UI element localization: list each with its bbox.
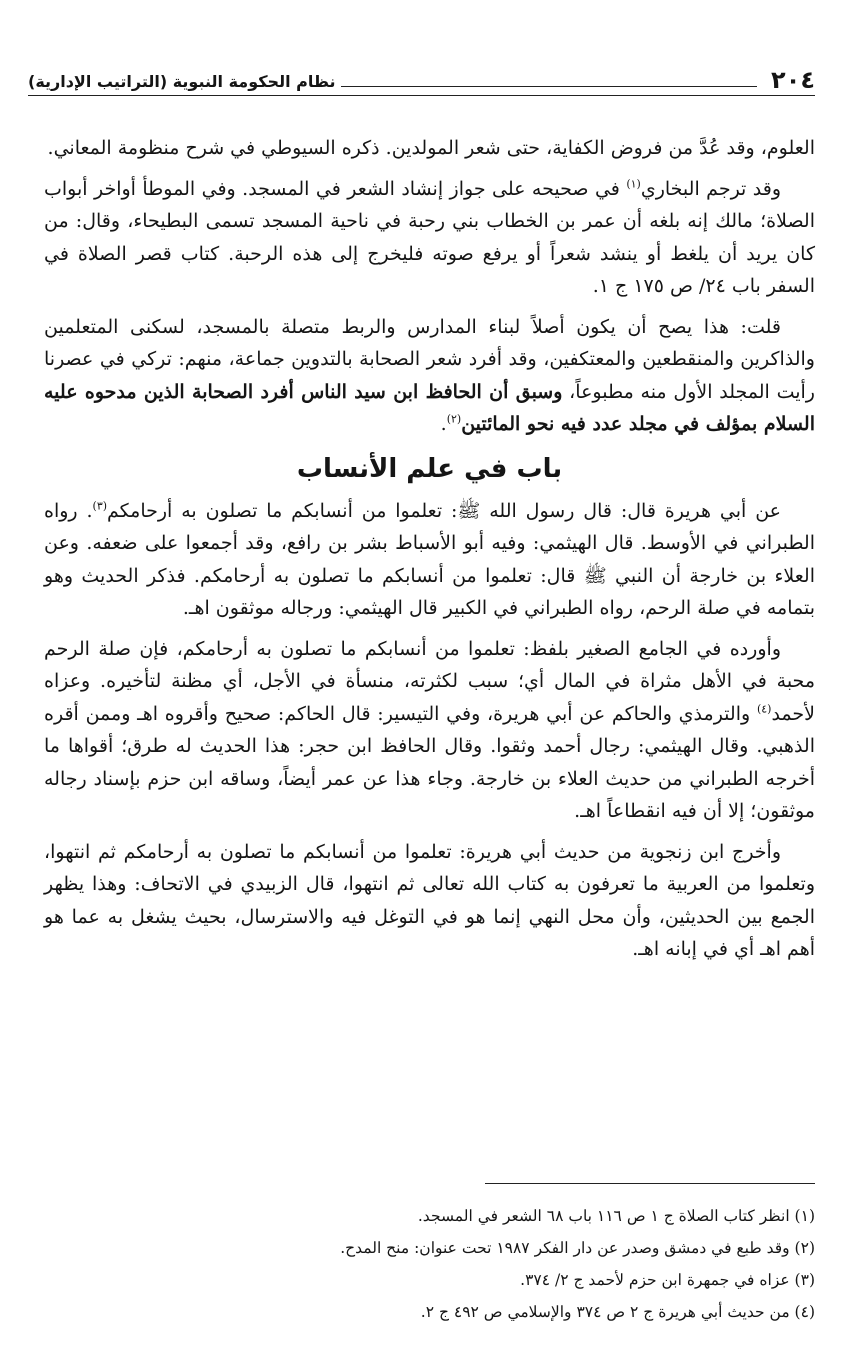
- section-heading: باب في علم الأنساب: [296, 453, 563, 484]
- running-header: [28, 58, 815, 94]
- footnotes: [60, 1200, 815, 1328]
- footnote-separator: [485, 1183, 815, 1184]
- paragraph-6: [44, 836, 815, 966]
- paragraph-5: [44, 633, 815, 828]
- paragraph-5-text-b: والترمذي والحاكم عن أبي هريرة، وفي التيسير: قال الحاكم: صحيح وأقروه اهـ وممن أقره الذهبي. وقال الهيثمي: رجال أحمد وثقوا. وقال الحافظ ابن حجر: هذا الحديث له طرق؛ أقواها ما أخرجه الطبراني من حديث العلاء بن خارجة. وجاء هذا عن عمر أيضاً، وساقه ابن حزم بإسناد رجاله موثقون؛ إلا أن فيه انقطاعاً اهـ.: [44, 702, 815, 822]
- paragraph-1-text: العلوم، وقد عُدَّ من فروض الكفاية، حتى شعر المولدين. ذكره السيوطي في شرح منظومة المعاني.: [47, 137, 815, 159]
- footnote-ref-4[interactable]: (٤): [756, 702, 772, 716]
- paragraph-3-text: قلت: هذا يصح أن يكون أصلاً لبناء المدارس والربط متصلة بالمسجد، لسكنى المتعلمين والذاكرين والمنقطعين والمعتكفين، وقد أفرد شعر الصحابة بالتدوين جماعة، منهم: تركي في عصرنا رأيت المجلد الأول منه مطبوعاً،: [44, 315, 815, 403]
- paragraph-4: [44, 495, 815, 625]
- header-rule: [341, 86, 757, 87]
- paragraph-6-text: وأخرج ابن زنجوية من حديث أبي هريرة: تعلموا من أنسابكم ما تصلون به أرحامكم ثم انتهوا، وتعلموا من العربية ما تعرفون به كتاب الله تعالى ثم انتهوا، قال الزبيدي في الاتحاف: وهذا يظهر الجمع بين الحديثين، وأن محل النهي إنما هو في التوغل فيه والاسترسال، بحيث يشغل به عما هو أهم اهـ أي في إبانه اهـ.: [44, 840, 815, 960]
- header-underline: [28, 95, 815, 96]
- footnote-3: (٣) عزاه في جمهرة ابن حزم لأحمد ج ٢/ ٣٧٤.: [520, 1271, 815, 1289]
- footnote-ref-3[interactable]: (٣): [92, 499, 108, 513]
- footnote-ref-2[interactable]: (٢): [446, 412, 462, 426]
- paragraph-4-text-a: عن أبي هريرة قال: قال رسول الله ﷺ: تعلموا من أنسابكم ما تصلون به أرحامكم: [107, 499, 781, 522]
- running-title: نظام الحكومة النبوية (التراتيب الإدارية): [28, 72, 336, 91]
- page-number: ٢٠٤: [771, 66, 815, 94]
- paragraph-3-bold-text: وسبق أن الحافظ ابن سيد الناس أفرد الصحابة الذين مدحوه عليه السلام بمؤلف في مجلد عدد فيه نحو المائتين: [44, 380, 815, 435]
- paragraph-3-end: .: [440, 413, 447, 435]
- body-text: [44, 132, 815, 974]
- paragraph-5-text-a: وأورده في الجامع الصغير بلفظ: تعلموا من أنسابكم ما تصلون به أرحامكم، فإن صلة الرحم محبة في الأهل مثراة في المال أي؛ سبب لكثرته، منسأة في الأجل، أي مظنة لتأخيره. وعزاه لأحمد: [44, 637, 815, 725]
- paragraph-2: [44, 173, 815, 303]
- footnote-2: (٢) وقد طبع في دمشق وصدر عن دار الفكر ١٩٨٧ تحت عنوان: منح المدح.: [340, 1239, 815, 1257]
- paragraph-3: [44, 311, 815, 441]
- paragraph-4-text-b: . رواه الطبراني في الأوسط. قال الهيثمي: وفيه أبو الأسباط بشر بن رافع، وقد أجمعوا على ضعفه. وعن العلاء بن خارجة أن النبي ﷺ قال: تعلموا من أنسابكم ما تصلون به أرحامكم. فذكر الحديث وهو بتمامه في صلة الرحم، رواه الطبراني في الكبير قال الهيثمي: ورجاله موثقون اهـ.: [44, 499, 815, 619]
- footnote-ref-1[interactable]: (١): [626, 177, 641, 191]
- paragraph-1: [44, 132, 815, 165]
- footnote-1: (١) انظر كتاب الصلاة ج ١ ص ١١٦ باب ٦٨ الشعر في المسجد.: [417, 1207, 815, 1225]
- paragraph-2-text-b: في صحيحه على جواز إنشاد الشعر في المسجد. وفي الموطأ أواخر أبواب الصلاة؛ مالك إنه بلغه أن عمر بن الخطاب بني رحبة في ناحية المسجد تسمى البطيحاء، وقال: من كان يريد أن يلغط أو ينشد شعراً أو يرفع صوته فليخرج إلى هذه الرحبة. كتاب قصر الصلاة في السفر باب ٢٤/ ص ١٧٥ ج ١.: [44, 177, 815, 297]
- paragraph-2-text-a: وقد ترجم البخاري: [640, 177, 782, 200]
- footnote-4: (٤) من حديث أبي هريرة ج ٢ ص ٣٧٤ والإسلامي ص ٤٩٢ ج ٢.: [420, 1303, 815, 1321]
